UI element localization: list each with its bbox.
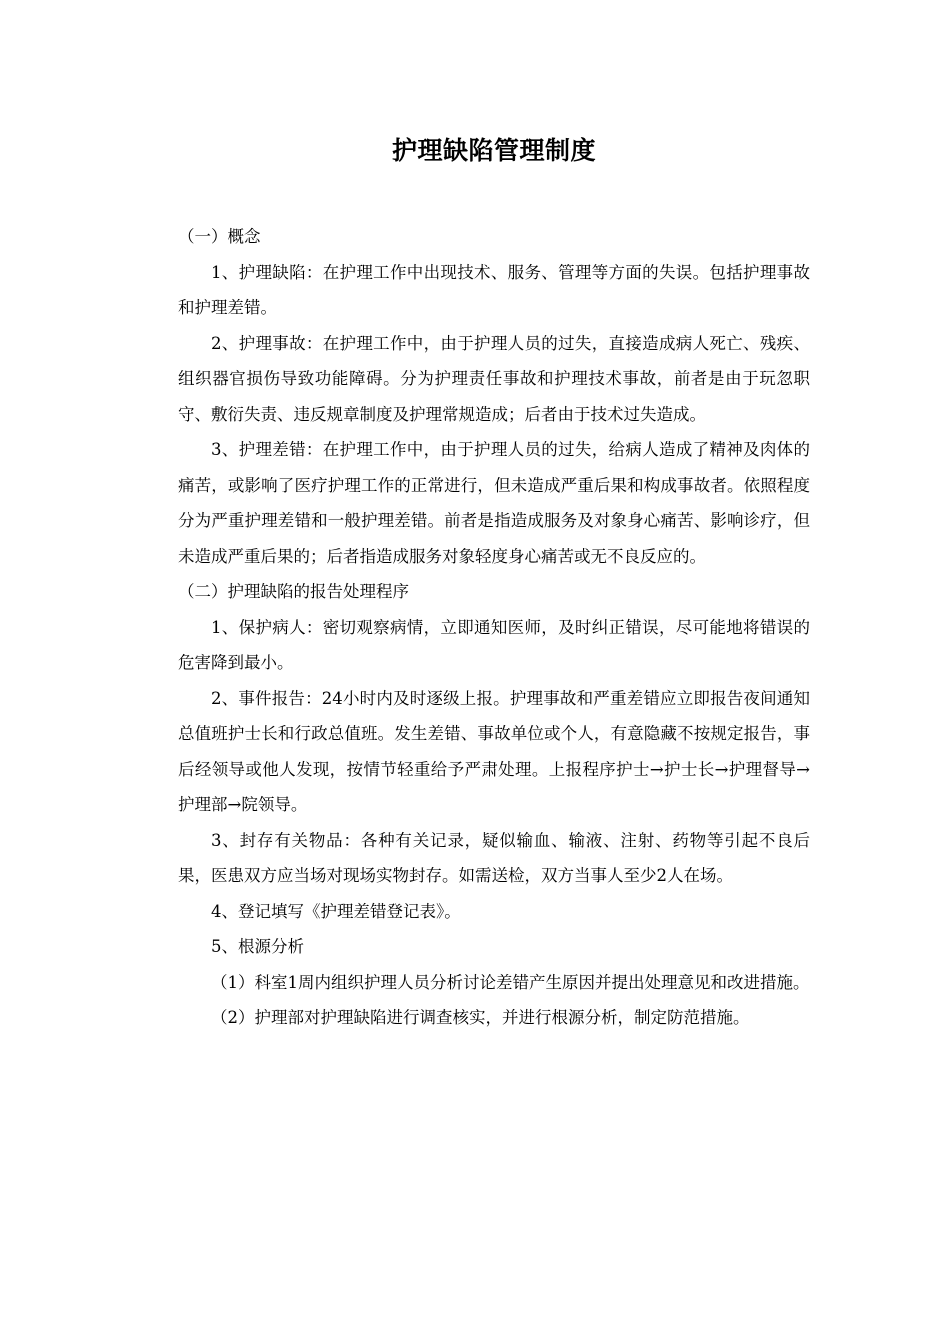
paragraph-protect-patient: 1、保护病人：密切观察病情，立即通知医师，及时纠正错误，尽可能地将错误的危害降到最小。 xyxy=(178,617,810,672)
section-heading-concepts: （一）概念 xyxy=(178,227,261,246)
document-title: 护理缺陷管理制度 xyxy=(391,136,596,165)
section-heading-reporting-procedure: （二）护理缺陷的报告处理程序 xyxy=(178,582,409,601)
paragraph-nursing-defect: 1、护理缺陷：在护理工作中出现技术、服务、管理等方面的失误。包括护理事故和护理差错。 xyxy=(178,262,810,317)
paragraph-seal-items: 3、封存有关物品：各种有关记录，疑似输血、输液、注射、药物等引起不良后果，医患双方应当场对现场实物封存。如需送检，双方当事人至少2人在场。 xyxy=(178,830,810,885)
paragraph-nursing-error: 3、护理差错：在护理工作中，由于护理人员的过失，给病人造成了精神及肉体的痛苦，或影响了医疗护理工作的正常进行，但未造成严重后果和构成事故者。依照程度分为严重护理差错和一般护理差错。前者是指造成服务及对象身心痛苦、影响诊疗，但未造成严重后果的；后者指造成服务对象轻度身心痛苦或无不良反应的。 xyxy=(178,440,810,566)
paragraph-root-cause-1: （1）科室1周内组织护理人员分析讨论差错产生原因并提出处理意见和改进措施。 xyxy=(211,972,810,992)
document-body xyxy=(178,219,810,1036)
paragraph-registration: 4、登记填写《护理差错登记表》。 xyxy=(211,901,461,921)
paragraph-nursing-accident: 2、护理事故：在护理工作中，由于护理人员的过失，直接造成病人死亡、残疾、组织器官损伤导致功能障碍。分为护理责任事故和护理技术事故，前者是由于玩忽职守、敷衍失责、违反规章制度及护理常规造成；后者由于技术过失造成。 xyxy=(178,333,810,424)
paragraph-root-cause: 5、根源分析 xyxy=(211,937,304,956)
paragraph-root-cause-2: （2）护理部对护理缺陷进行调查核实，并进行根源分析，制定防范措施。 xyxy=(211,1008,750,1027)
paragraph-event-report: 2、事件报告：24小时内及时逐级上报。护理事故和严重差错应立即报告夜间通知总值班护士长和行政总值班。发生差错、事故单位或个人，有意隐藏不按规定报告，事后经领导或他人发现，按情节轻重给予严肃处理。上报程序护士→护士长→护理督导→护理部→院领导。 xyxy=(178,688,810,814)
